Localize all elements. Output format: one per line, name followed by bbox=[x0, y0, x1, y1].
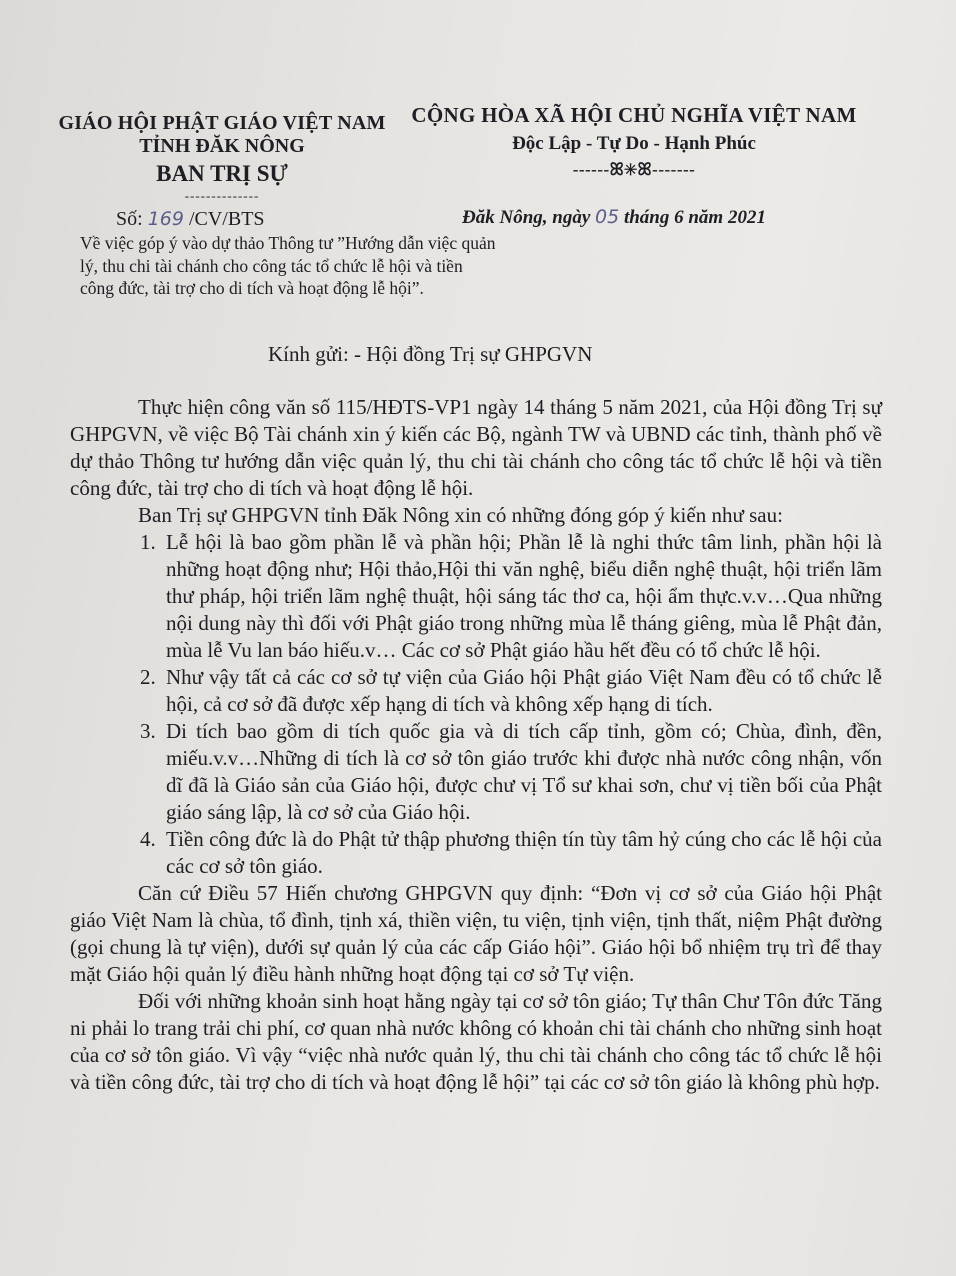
ornament-divider: ------ꕤ✳ꕤ------- bbox=[572, 160, 696, 179]
date-day: 05 bbox=[595, 206, 620, 228]
national-motto: Độc Lập - Tự Do - Hạnh Phúc bbox=[512, 133, 756, 154]
document-number-prefix: Số: bbox=[116, 208, 143, 230]
conclusion-paragraph: Đối với những khoản sinh hoạt hằng ngày tại cơ sở tôn giáo; Tự thân Chư Tôn đức Tăng ni phải lo trang trải chi phí, cơ quan nhà nước không có khoản chi tài chánh cho những sinh hoạt của cơ sở tôn giáo. Vì vậy “việc nhà nước quản lý, thu chi tài chánh cho công tác tổ chức lễ hội và tiền công đức, tài trợ cho di tích và hoạt động lễ hội” tại các cơ sở tôn giáo là không phù hợp. bbox=[70, 989, 882, 1094]
intro-paragraph: Thực hiện công văn số 115/HĐTS-VP1 ngày 14 tháng 5 năm 2021, của Hội đồng Trị sự GHPGVN, về việc Bộ Tài chánh xin ý kiến các Bộ, ngành TW và UBND các tỉnh, thành phố về dự thảo Thông tư hướng dẫn việc quản lý, thu chi tài chánh cho công tác tổ chức lễ hội và tiền công đức, tài trợ cho di tích và hoạt động lễ hội. bbox=[70, 395, 882, 500]
document-number-suffix: /CV/BTS bbox=[188, 208, 265, 230]
issuer-divider: -------------- bbox=[184, 188, 260, 203]
charter-paragraph: Căn cứ Điều 57 Hiến chương GHPGVN quy định: “Đơn vị cơ sở của Giáo hội Phật giáo Việt Nam là chùa, tổ đình, tịnh xá, thiền viện, tu viện, tịnh viện, tịnh thất, niệm Phật đường (gọi chung là tự viện), dưới sự quản lý của các cấp Giáo hội”. Giáo hội bổ nhiệm trụ trì để thay mặt Giáo hội quản lý điều hành những hoạt động tại cơ sở Tự viện. bbox=[70, 881, 882, 986]
issuer-organization: GIÁO HỘI PHẬT GIÁO VIỆT NAM bbox=[58, 112, 386, 134]
date-rest: tháng 6 năm 2021 bbox=[623, 207, 766, 228]
document-number bbox=[116, 206, 265, 232]
nation-title: CỘNG HÒA XÃ HỘI CHỦ NGHĨA VIỆT NAM bbox=[411, 103, 857, 127]
document-date bbox=[462, 204, 766, 231]
issuer-department: BAN TRỊ SỰ bbox=[156, 161, 288, 186]
opinion-list bbox=[140, 529, 882, 880]
document-number-value: 169 bbox=[147, 208, 184, 230]
document-subject: Về việc góp ý vào dự thảo Thông tư ”Hướng dẫn việc quản lý, thu chi tài chánh cho công tác tổ chức lễ hội và tiền công đức, tài trợ cho di tích và hoạt động lễ hội”. bbox=[80, 233, 496, 298]
list-item: 4. Tiền công đức là do Phật tử thập phương thiện tín tùy tâm hỷ cúng cho các lễ hội của các cơ sở tôn giáo. bbox=[140, 827, 882, 878]
issuer-province: TỈNH ĐĂK NÔNG bbox=[139, 135, 305, 157]
national-header bbox=[404, 100, 864, 182]
list-item: 2. Như vậy tất cả các cơ sở tự viện của Giáo hội Phật giáo Việt Nam đều có tổ chức lễ hội, cả cơ sở đã được xếp hạng di tích và không xếp hạng di tích. bbox=[140, 665, 882, 716]
date-prefix: Đăk Nông, ngày bbox=[462, 207, 591, 228]
recipient-line: Kính gửi: - Hội đồng Trị sự GHPGVN bbox=[268, 342, 593, 366]
issuer-header bbox=[52, 112, 392, 202]
lead-paragraph: Ban Trị sự GHPGVN tỉnh Đăk Nông xin có những đóng góp ý kiến như sau: bbox=[138, 503, 783, 527]
list-item: 1. Lễ hội là bao gồm phần lễ và phần hội; Phần lễ là nghi thức tâm linh, phần hội là những hoạt động như; Hội thảo,Hội thi văn nghệ, biểu diễn nghệ thuật, hội triển lãm thư pháp, hội triển lãm nghệ thuật, hội sáng tác thơ ca, hội ẩm thực.v.v…Qua những nội dung này thì đối với Phật giáo trong những mùa lễ tháng giêng, mùa lễ Phật đản, mùa lễ Vu lan báo hiếu.v… Các cơ sở Phật giáo hầu hết đều có tổ chức lễ hội. bbox=[140, 530, 882, 662]
document-body bbox=[70, 394, 882, 1096]
list-item: 3. Di tích bao gồm di tích quốc gia và di tích cấp tỉnh, gồm có; Chùa, đình, đền, miếu.v.v…Những di tích là cơ sở tôn giáo trước khi được nhà nước công nhận, vốn dĩ đã là Giáo sản của Giáo hội, được chư vị Tổ sư khai sơn, chư vị tiền bối của Phật giáo sáng lập, là cơ sở của Giáo hội. bbox=[140, 719, 882, 824]
